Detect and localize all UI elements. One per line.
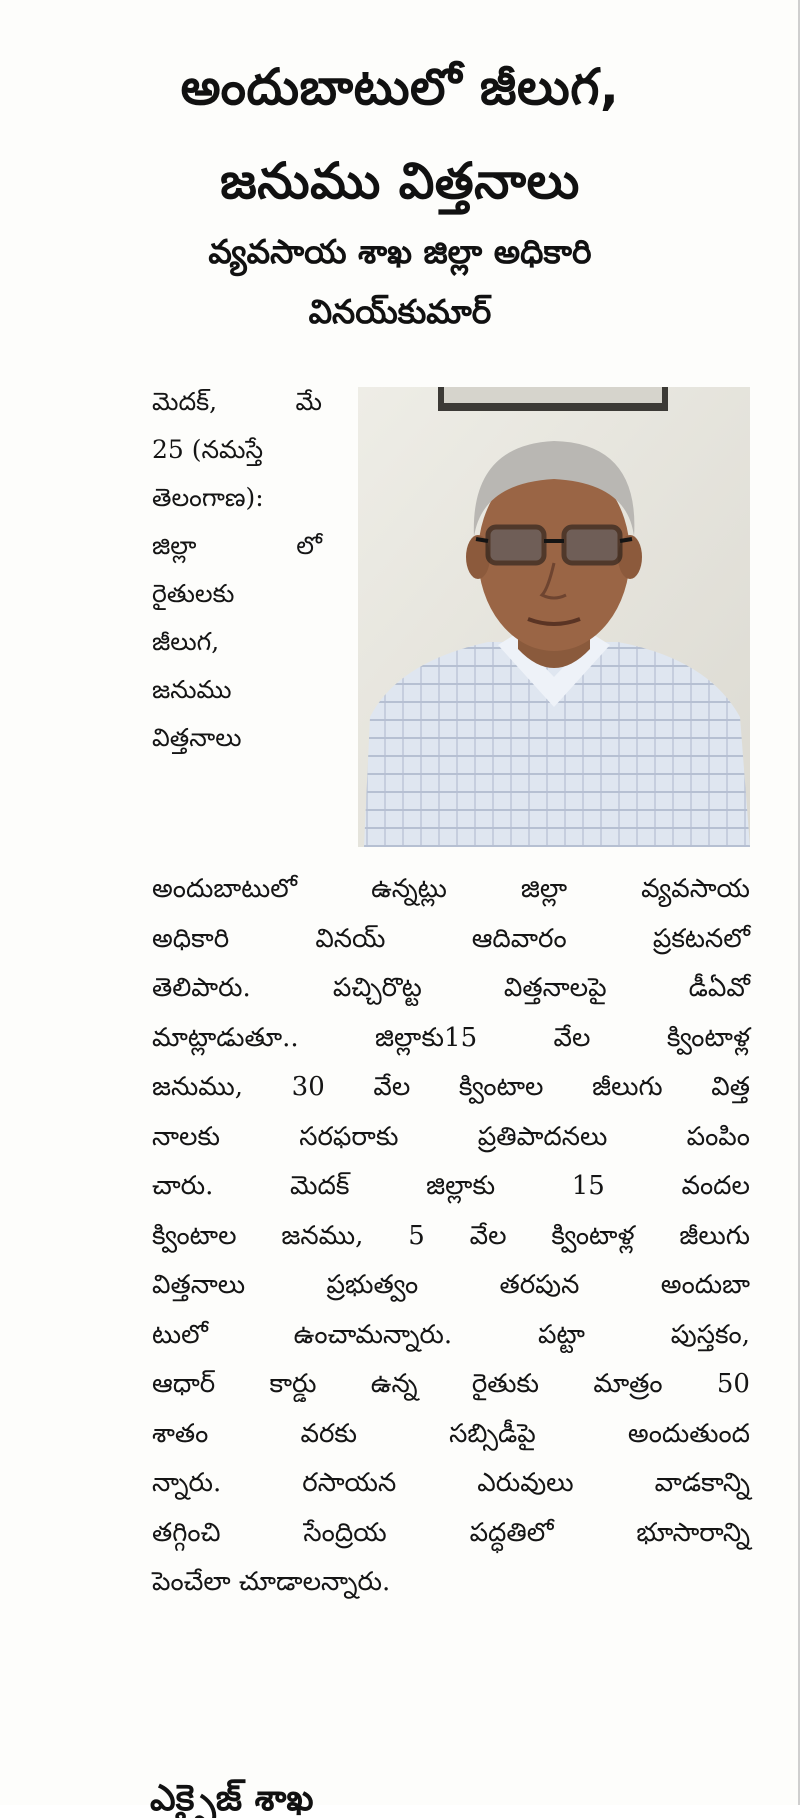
body-word: తరపున — [499, 1270, 580, 1300]
body-word: జిల్లాకు15 — [375, 1022, 478, 1053]
body-word: న్నారు. — [152, 1468, 222, 1498]
dateline-word: లో — [296, 531, 322, 560]
body-line — [152, 1360, 750, 1410]
body-word: విత్తనాలపై — [503, 973, 607, 1003]
body-word: రసాయన — [302, 1468, 397, 1498]
body-word: పచ్చిరొట్ట — [332, 973, 422, 1003]
body-word: జీలుగు — [679, 1220, 750, 1251]
body-word: పుస్తకం, — [670, 1319, 750, 1350]
body-line — [152, 1212, 750, 1262]
body-word: ప్రతిపాదనలు — [477, 1121, 608, 1152]
body-word: ఎరువులు — [477, 1468, 574, 1498]
body-word: వేల — [469, 1220, 507, 1251]
body-word: ప్రకటనలో — [652, 923, 750, 954]
body-word: వాడకాన్ని — [654, 1468, 750, 1498]
dateline-line — [152, 570, 322, 618]
dateline-word: మెదక్, — [152, 387, 218, 416]
subheadline-line-1: వ్యవసాయ శాఖ జిల్లా అధికారి — [208, 232, 592, 271]
body-word: క్వింటాల — [458, 1072, 544, 1102]
body-word: వేల — [373, 1072, 411, 1102]
body-word: జనుము, — [152, 1072, 244, 1102]
body-word: జనము, — [281, 1220, 364, 1251]
next-article-headline-partial: ఎక్సైజ్ శాఖ — [150, 1778, 314, 1818]
body-word: 50 — [716, 1369, 750, 1399]
dateline-line — [152, 618, 322, 666]
headline-line-1: అందుబాటులో జీలుగ, — [180, 58, 620, 116]
body-word: అందుబాటులో — [152, 874, 298, 904]
body-word: క్వింటాళ్ల — [666, 1022, 750, 1053]
body-word: వ్యవసాయ — [641, 874, 750, 904]
body-line — [152, 1113, 750, 1163]
dateline-line — [152, 378, 322, 426]
body-line — [152, 1063, 750, 1113]
dateline-word: రైతులకు — [152, 579, 235, 608]
body-word: శాతం — [152, 1418, 209, 1449]
dateline-line — [152, 714, 322, 762]
body-word: జిల్లాకు — [426, 1171, 496, 1201]
body-word: డీఏవో — [688, 973, 750, 1003]
dateline-word: జిల్లా — [152, 531, 197, 560]
body-line — [152, 1014, 750, 1064]
body-line — [152, 1558, 750, 1608]
body-word: కార్డు — [269, 1369, 317, 1399]
body-word: వరకు — [300, 1418, 357, 1449]
dateline-word: విత్తనాలు — [152, 723, 242, 752]
body-line — [152, 915, 750, 965]
official-portrait-photo — [358, 387, 750, 847]
body-word: టులో — [152, 1319, 208, 1350]
dateline-line — [152, 426, 322, 474]
body-word: వేల — [553, 1022, 591, 1053]
body-word: మెదక్ — [290, 1171, 350, 1201]
body-line — [152, 1459, 750, 1509]
article-body — [152, 865, 750, 1608]
body-word: 5 — [408, 1220, 425, 1251]
body-word: పంపిం — [686, 1121, 750, 1152]
body-line — [152, 964, 750, 1014]
body-word: ప్రభుత్వం — [326, 1270, 419, 1300]
body-word: మాట్లాడుతూ.. — [152, 1022, 299, 1053]
body-word: సరఫరాకు — [299, 1121, 399, 1152]
body-word: నాలకు — [152, 1121, 221, 1152]
body-word: జిల్లా — [520, 874, 568, 904]
dateline-line — [152, 522, 322, 570]
body-word: క్వింటాల — [152, 1220, 237, 1251]
body-word: అందుబా — [660, 1270, 750, 1300]
body-word: ఉన్నట్లు — [371, 874, 447, 904]
body-word: ఉన్న — [370, 1369, 418, 1399]
body-word: అధికారి — [152, 923, 230, 954]
body-line — [152, 1261, 750, 1311]
body-word: పెంచేలా — [152, 1567, 239, 1597]
body-word: ఆధార్ — [152, 1369, 216, 1399]
body-word: చారు. — [152, 1171, 214, 1201]
body-line — [152, 1162, 750, 1212]
body-word: తగ్గించి — [152, 1517, 221, 1548]
dateline-word: జీలుగ, — [152, 627, 220, 656]
body-word: పద్ధతిలో — [469, 1517, 554, 1548]
body-word: క్వింటాళ్ల — [551, 1220, 635, 1251]
body-word: 30 — [291, 1072, 325, 1102]
body-word: సేంద్రియ — [303, 1517, 387, 1548]
body-word: మాత్రం — [593, 1369, 663, 1399]
body-line — [152, 1509, 750, 1559]
body-line — [152, 1410, 750, 1460]
body-word: వందల — [681, 1171, 750, 1201]
dateline-word: తెలంగాణ): — [152, 483, 264, 512]
dateline-word: జనుము — [152, 675, 232, 704]
body-word: భూసారాన్ని — [636, 1517, 750, 1548]
dateline-word: మే — [295, 387, 322, 416]
dateline-column — [152, 378, 322, 762]
body-word: సబ్సిడీపై — [449, 1418, 536, 1449]
body-word: తెలిపారు. — [152, 973, 251, 1003]
body-word: అందుతుంద — [627, 1418, 750, 1449]
headline-line-2: జనుము విత్తనాలు — [220, 152, 580, 210]
body-line — [152, 865, 750, 915]
body-word: చూడాలన్నారు. — [238, 1567, 391, 1597]
dateline-word: 25 (నమస్తే — [152, 435, 264, 464]
subheadline-line-2: వినయ్‌కుమార్ — [308, 292, 492, 331]
body-word: జీలుగు — [592, 1072, 663, 1102]
body-word: విత్తనాలు — [152, 1270, 246, 1300]
dateline-line — [152, 666, 322, 714]
body-word: విత్త — [711, 1072, 750, 1102]
body-word: 15 — [571, 1171, 605, 1201]
body-word: పట్టా — [538, 1319, 585, 1350]
body-word: రైతుకు — [471, 1369, 540, 1399]
dateline-line — [152, 474, 322, 522]
body-word: ఆదివారం — [471, 923, 567, 954]
body-word: ఉంచామన్నారు. — [293, 1319, 453, 1350]
body-word: వినయ్ — [315, 923, 386, 954]
body-line — [152, 1311, 750, 1361]
